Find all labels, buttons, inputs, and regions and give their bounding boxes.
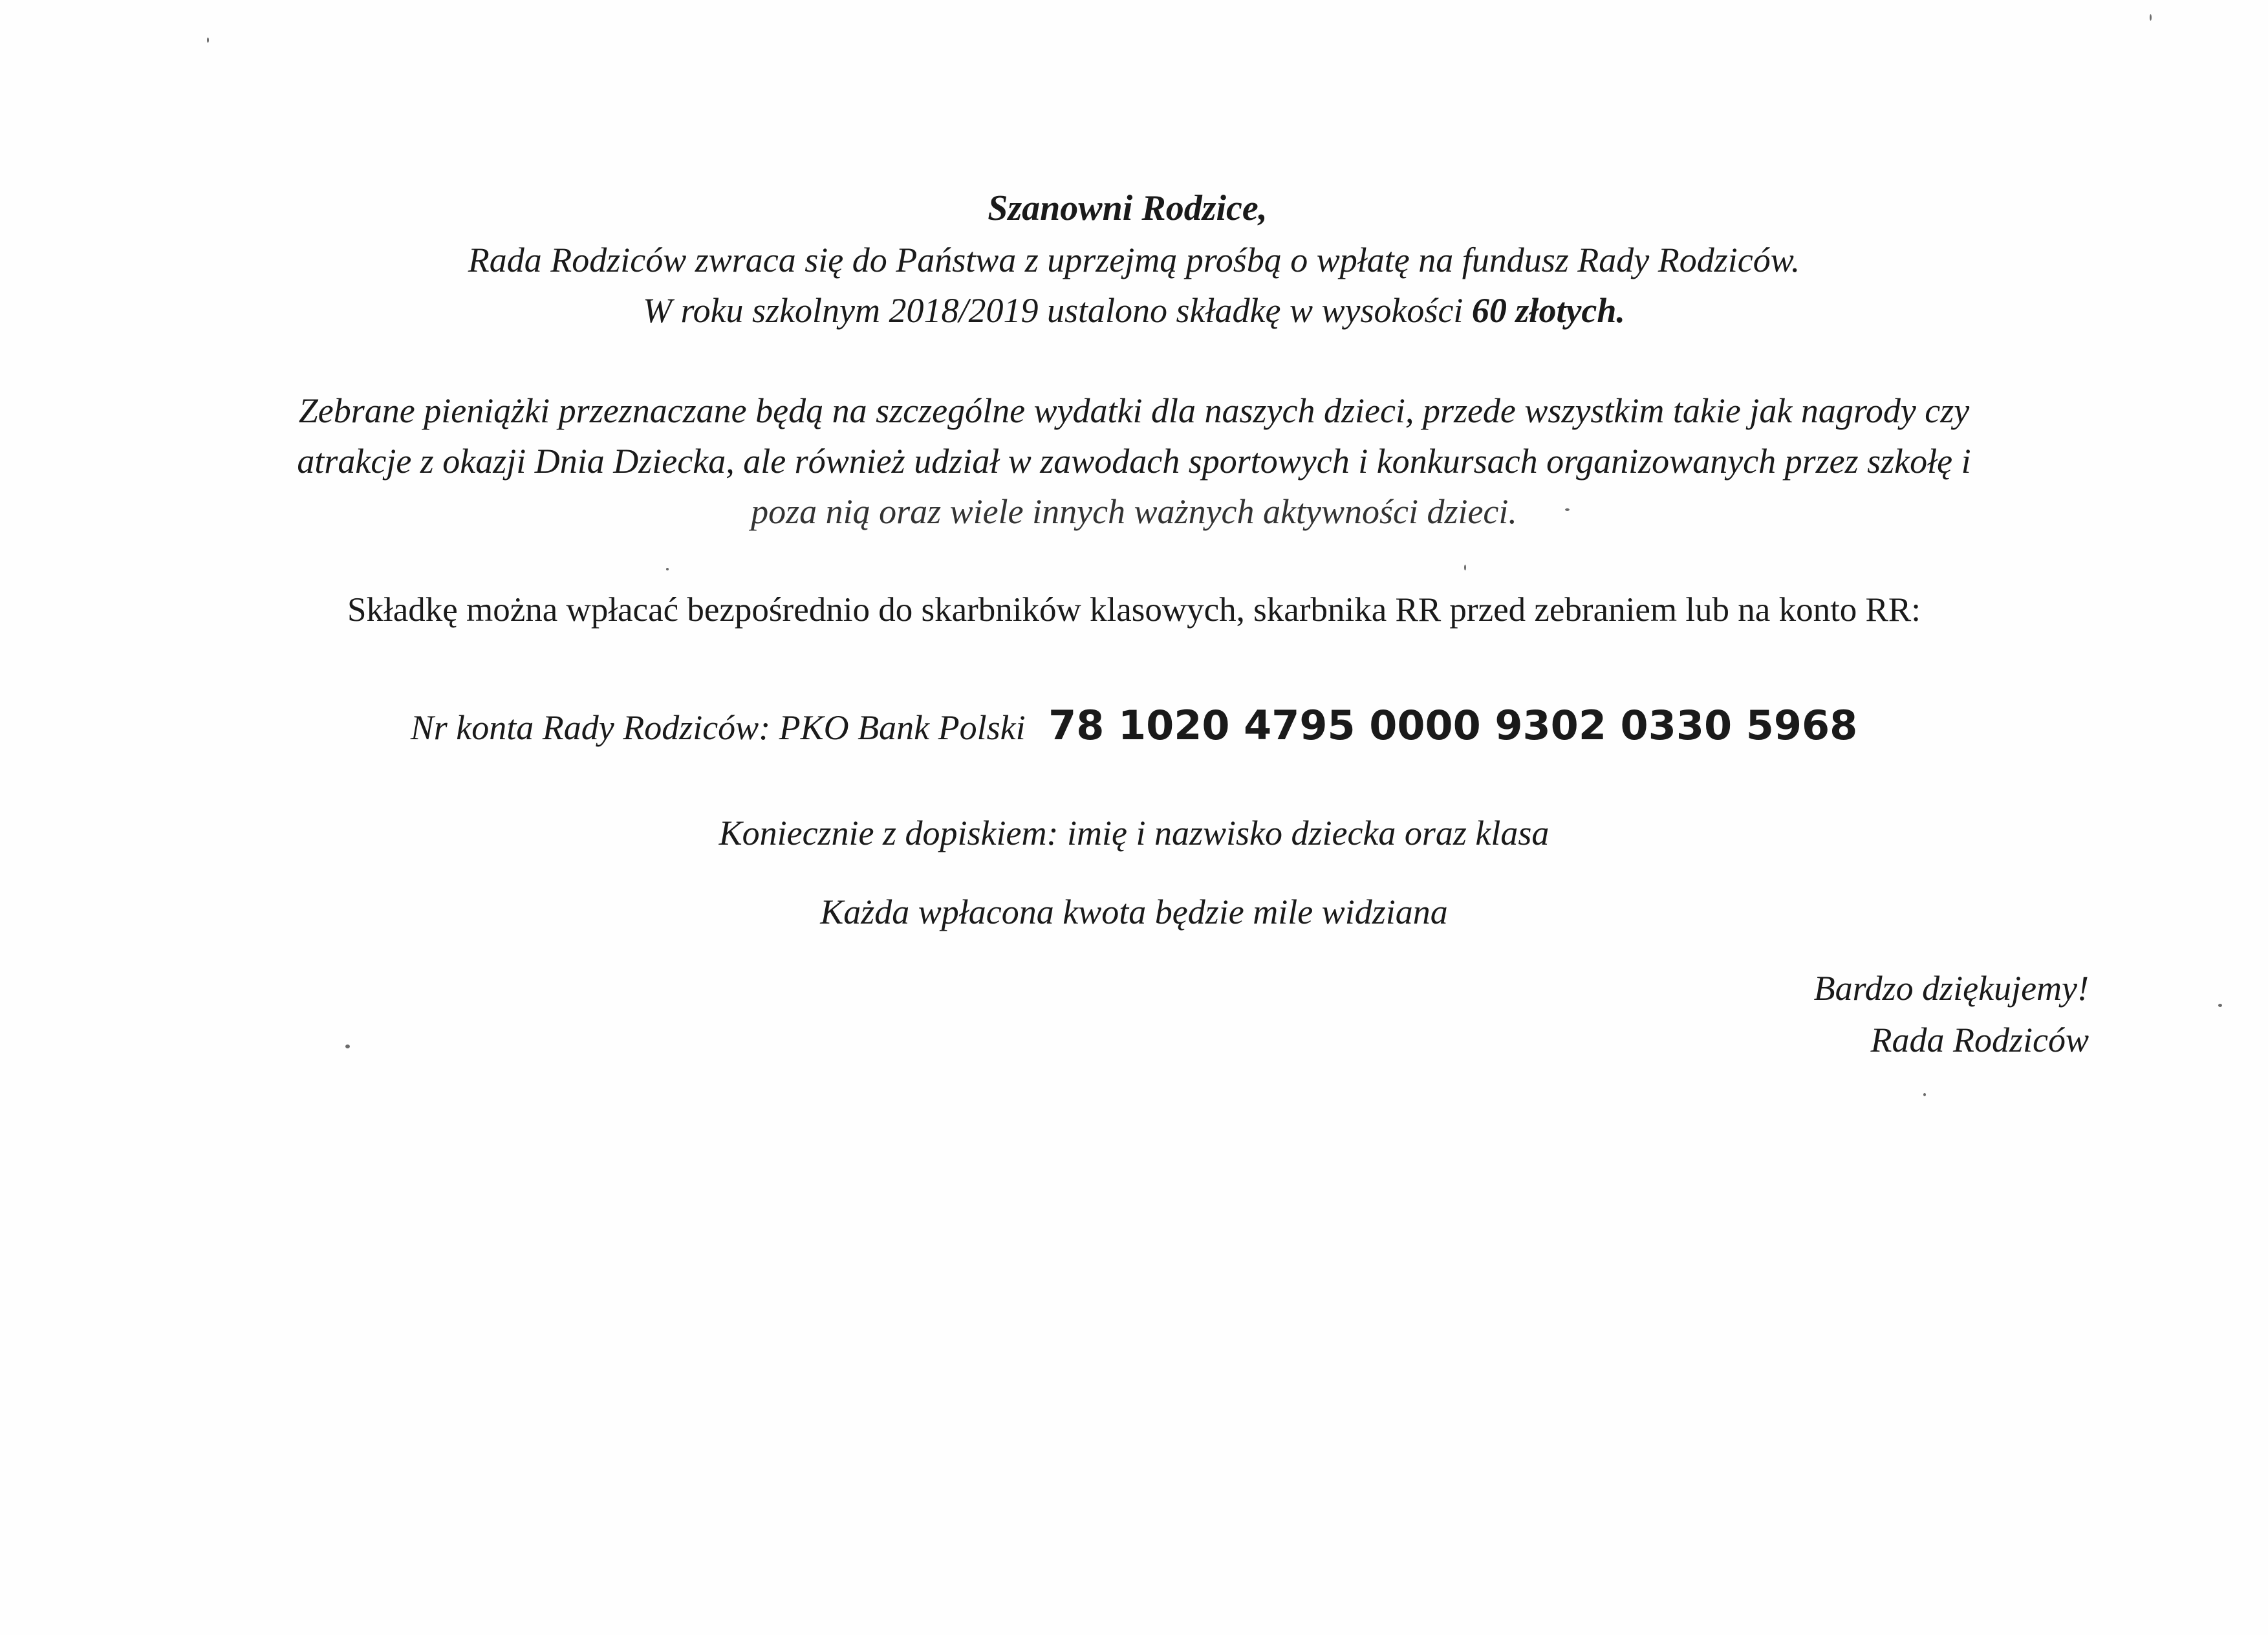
scan-speck	[207, 38, 209, 43]
account-line	[0, 700, 2268, 753]
scan-speck	[1464, 565, 1466, 570]
note-description: Koniecznie z dopiskiem: imię i nazwisko dziecka oraz klasa	[718, 814, 1550, 852]
contribution-amount: 60 złotych.	[1471, 291, 1625, 330]
account-number: 78 1020 4795 0000 9302 0330 5968	[1048, 702, 1858, 749]
scan-speck	[1565, 508, 1570, 511]
paragraph-line-3: poza nią oraz wiele innych ważnych aktywności dzieci.	[751, 492, 1517, 531]
scan-speck	[1923, 1093, 1926, 1096]
note-any-amount: Każda wpłacona kwota będzie mile widziana	[820, 893, 1448, 931]
payment-info: Składkę można wpłacać bezpośrednio do skarbników klasowych, skarbnika RR przed zebraniem lub na konto RR:	[347, 591, 1921, 629]
closing-signature: Rada Rodziców	[1870, 1021, 2089, 1059]
paragraph-line-2: atrakcje z okazji Dnia Dziecka, ale również udział w zawodach sportowych i konkursach organizowanych przez szkołę i	[297, 442, 1971, 481]
scan-speck	[666, 568, 669, 570]
scan-speck	[2150, 14, 2152, 21]
intro-line-2	[0, 285, 2268, 336]
scan-speck	[345, 1045, 350, 1048]
closing-thanks: Bardzo dziękujemy!	[1813, 969, 2089, 1008]
intro-line-1: Rada Rodziców zwraca się do Państwa z uprzejmą prośbą o wpłatę na fundusz Rady Rodziców.	[468, 241, 1800, 279]
account-label: Nr konta Rady Rodziców: PKO Bank Polski	[410, 708, 1026, 747]
scan-speck	[2218, 1004, 2222, 1007]
greeting: Szanowni Rodzice,	[988, 188, 1268, 228]
intro-line-2-text: W roku szkolnym 2018/2019 ustalono składkę w wysokości	[643, 291, 1472, 330]
paragraph-line-1: Zebrane pieniążki przeznaczane będą na szczególne wydatki dla naszych dzieci, przede wszystkim takie jak nagrody czy	[298, 391, 1970, 430]
